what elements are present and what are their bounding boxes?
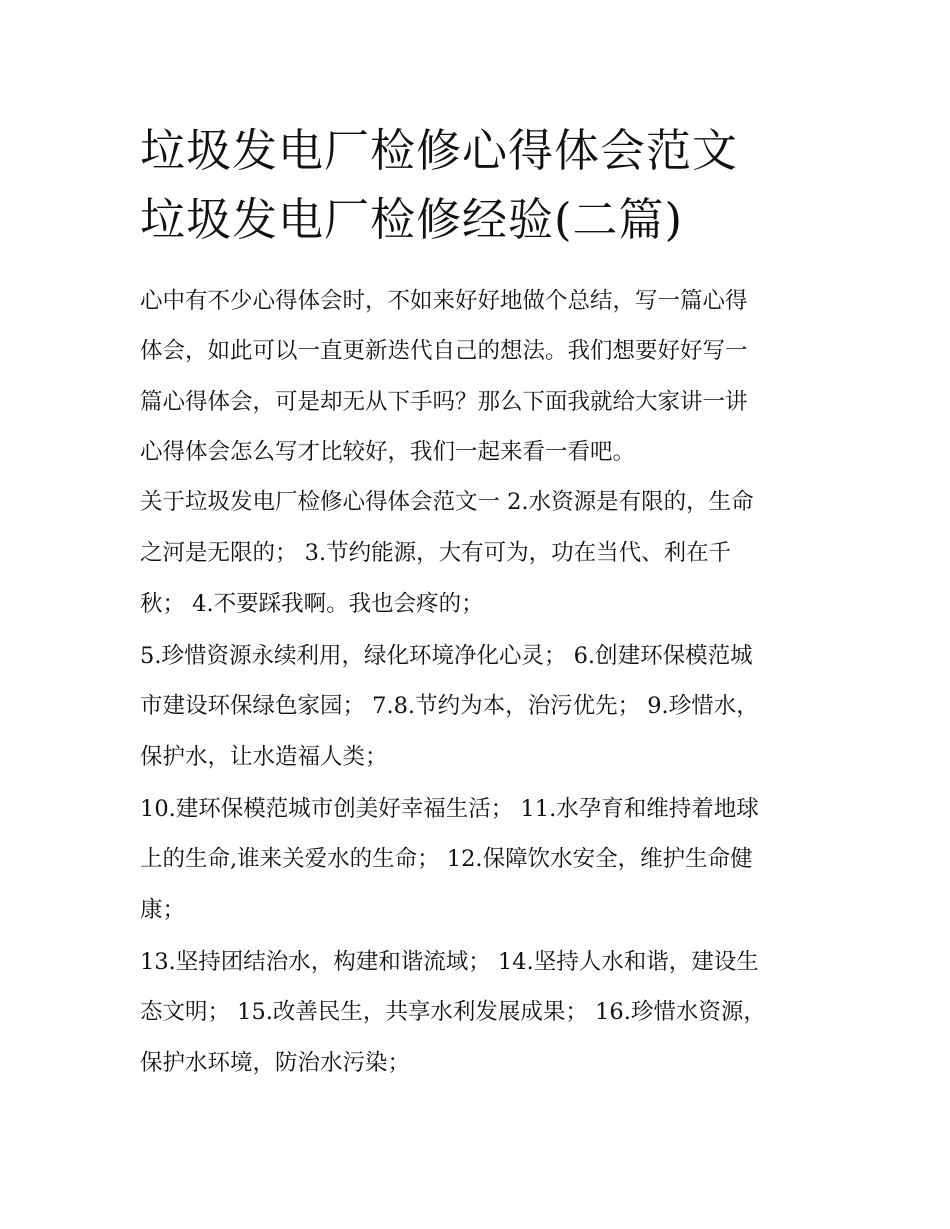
- body-paragraph-line: 10.建环保模范城市创美好幸福生活； 11.水孕育和维持着地球: [140, 796, 759, 822]
- body-paragraph-line: 上的生命,谁来关爱水的生命； 12.保障饮水安全，维护生命健: [140, 846, 753, 872]
- body-paragraph-line: 关于垃圾发电厂检修心得体会范文一 2.水资源是有限的，生命: [140, 489, 754, 515]
- document-title: [140, 116, 820, 254]
- body-paragraph-line: 秋； 4.不要踩我啊。我也会疼的；: [140, 591, 484, 617]
- intro-paragraph-line: 心得体会怎么写才比较好，我们一起来看一看吧。: [140, 439, 636, 465]
- title-line-2: 垃圾发电厂检修经验(二篇): [140, 193, 684, 246]
- body-paragraph-line: 市建设环保绿色家园； 7.8.节约为本，治污优先； 9.珍惜水，: [140, 693, 759, 719]
- body-paragraph-line: 5.珍惜资源永续利用，绿化环境净化心灵； 6.创建环保模范城: [140, 643, 753, 669]
- intro-paragraph-line: 体会，如此可以一直更新迭代自己的想法。我们想要好好写一: [140, 338, 748, 364]
- title-line-1: 垃圾发电厂检修心得体会范文: [140, 124, 739, 177]
- intro-paragraph-line: 心中有不少心得体会时，不如来好好地做个总结，写一篇心得: [140, 288, 748, 314]
- body-paragraph-line: 13.坚持团结治水，构建和谐流域； 14.坚持人水和谐，建设生: [140, 949, 759, 975]
- body-paragraph-line: 保护水环境，防治水污染；: [140, 1050, 411, 1076]
- body-paragraph-line: 态文明； 15.改善民生，共享水利发展成果； 16.珍惜水资源，: [140, 999, 766, 1025]
- intro-paragraph-line: 篇心得体会，可是却无从下手吗？那么下面我就给大家讲一讲: [140, 389, 748, 415]
- body-paragraph-line: 康；: [140, 897, 186, 923]
- body-paragraph-line: 之河是无限的； 3.节约能源，大有可为，功在当代、利在千: [140, 540, 732, 566]
- body-paragraph-line: 保护水，让水造福人类；: [140, 744, 388, 770]
